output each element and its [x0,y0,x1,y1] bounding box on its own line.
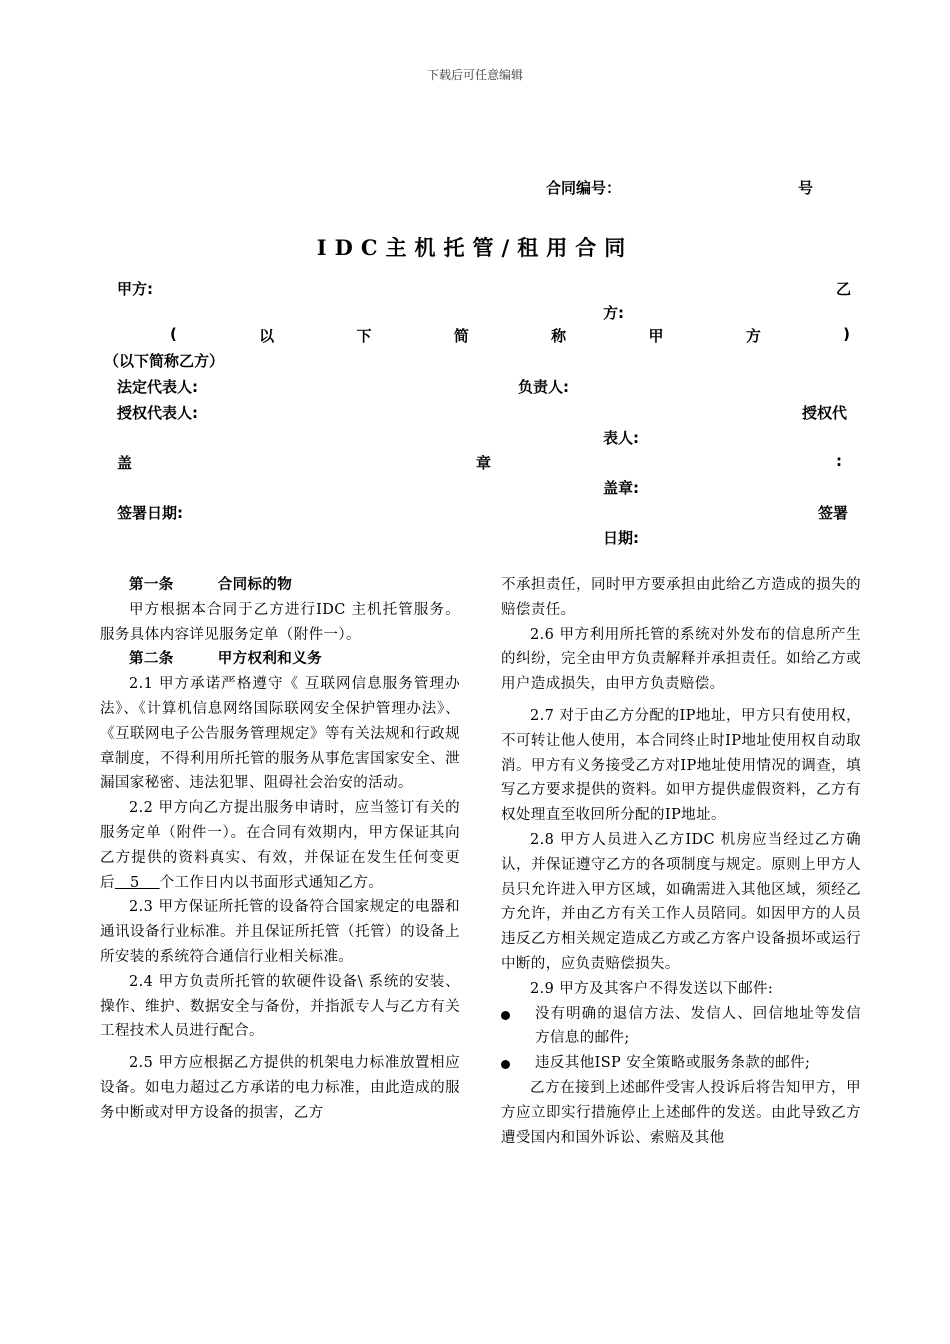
legal-representative-label: 法定代表人: [117,378,198,396]
article-title: 合同标的物 [217,577,293,593]
article-1-body: 甲方根据本合同于乙方进行IDC 主机托管服务。服务具体内容详见服务定单（附件一）。 [100,601,460,643]
clause-2-9: 2.9 甲方及其客户不得发送以下邮件: [530,980,774,997]
bullet-text: 违反其他ISP 安全策略或服务条款的邮件; [535,1055,811,1072]
article-title: 甲方权利和义务 [217,651,323,668]
seal-a-label-3: : [836,452,842,470]
sign-date-b-label-1: 签署 [818,504,849,522]
clause-final: 乙方在接到上述邮件受害人投诉后将告知甲方，甲方应立即实行措施停止上述邮件的发送。由此导致乙方遭受国内和国外诉讼、索赔及其他 [501,1079,861,1146]
article-1-heading [100,573,460,598]
contract-number-label: 合同编号： [546,179,622,197]
party-a-label: 甲方: [117,280,153,298]
contract-title: IDC主机托管/租用合同 [316,235,634,260]
abbr-char: ( [170,325,177,343]
abbr-char: ) [843,325,850,343]
responsible-person-label: 负责人: [518,378,569,396]
article-2-heading [100,647,460,672]
clause-2-3: 2.3 甲方保证所托管的设备符合国家规定的电器和通讯设备行业标准。并且保证所托管（托管）的设备上所安装的系统符合通信行业相关标准。 [100,899,460,965]
clause-2-5: 2.5 甲方应根据乙方提供的机架电力标准放置相应设备。如电力超过乙方承诺的电力标准，由此造成的服务中断或对甲方设备的损害，乙方 [100,1055,460,1121]
article-number: 第一条 [129,577,174,593]
bullet-text: 没有明确的退信方法、发信人、回信地址等发信方信息的邮件; [535,1005,861,1047]
bullet-icon [501,1060,510,1069]
days-value: 5 [129,874,140,891]
abbr-char: 下 [356,327,372,345]
header-note: 下载后可任意编辑 [426,68,523,82]
article-number: 第二条 [129,651,174,668]
clause-2-4: 2.4 甲方负责所托管的软硬件设备\ 系统的安装、操作、维护、数据安全与备份，并指派专人与乙方有关工程技术人员进行配合。 [100,973,460,1040]
authorized-rep-b-label-1: 授权代 [802,404,848,422]
clause-2-8: 2.8 甲方人员进入乙方IDC 机房应当经过乙方确认，并保证遵守乙方的各项制度与规定。原则上甲方人员只允许进入甲方区域，如确需进入其他区域，须经乙方允许，并由乙方有关工作人员陪同。如因甲方的人员违反乙方相关规定造成乙方或乙方客户设备损坏或运行中断的，应负责赔偿损失。 [501,831,861,972]
bullet-item [501,1002,861,1052]
clause-2-6: 2.6 甲方利用所托管的系统对外发布的信息所产生的纠纷，完全由甲方负责解释并承担责任。如给乙方或用户造成损失，由甲方负责赔偿。 [501,626,861,693]
abbr-char: 称 [551,327,567,345]
party-b-label-2: 方: [603,304,624,322]
abbr-char: 方 [745,327,761,345]
clause-2-7: 2.7 对于由乙方分配的IP地址，甲方只有使用权，不可转让他人使用，本合同终止时IP地址使用权自动取消。甲方有义务接受乙方对IP地址使用情况的调查，填写乙方要求提供的资料。如甲方提供虚假资料，乙方有权处理直至收回所分配的IP地址。 [501,707,861,824]
clause-2-2-text-b: 个工作日内以书面形式通知乙方。 [159,874,384,891]
bullet-item [501,1051,861,1076]
party-a-abbreviation [170,325,850,346]
bullet-icon [501,1011,510,1020]
contract-number-suffix: 号 [798,179,814,197]
authorized-rep-b-label-2: 表人: [603,429,639,447]
sign-date-a-label: 签署日期: [117,504,183,522]
seal-b-label: 盖章: [603,479,639,497]
abbr-char: 甲 [648,327,664,345]
abbr-char: 以 [259,327,275,345]
seal-a-label-1: 盖 [117,454,133,472]
left-column [100,573,460,1126]
sign-date-b-label-2: 日期: [603,529,639,547]
clause-2-2-days [115,875,160,891]
clause-2-5-continued: 不承担责任，同时甲方要承担由此给乙方造成的损失的赔偿责任。 [501,577,861,618]
abbr-char: 简 [453,327,469,345]
clause-2-2-text-a: 2.2 甲方向乙方提出服务申请时，应当签订有关的服务定单（附件一）。在合同有效期内，甲方保证其向乙方提供的资料真实、有效，并保证在发生任何变更后 [100,800,460,891]
authorized-rep-a-label: 授权代表人: [117,404,198,422]
seal-a-label-2: 章 [476,454,492,472]
party-b-label-1: 乙 [836,280,852,298]
clause-2-2 [100,796,460,895]
clause-2-1: 2.1 甲方承诺严格遵守《 互联网信息服务管理办法》、《计算机信息网络国际联网安全保护管理办法》、《互联网电子公告服务管理规定》等有关法规和行政规章制度，不得利用所托管的服务从事危害国家安全、泄漏国家秘密、违法犯罪、阻碍社会治安的活动。 [100,676,460,792]
party-b-abbreviation: （以下简称乙方） [104,352,225,370]
right-column [501,573,861,1150]
